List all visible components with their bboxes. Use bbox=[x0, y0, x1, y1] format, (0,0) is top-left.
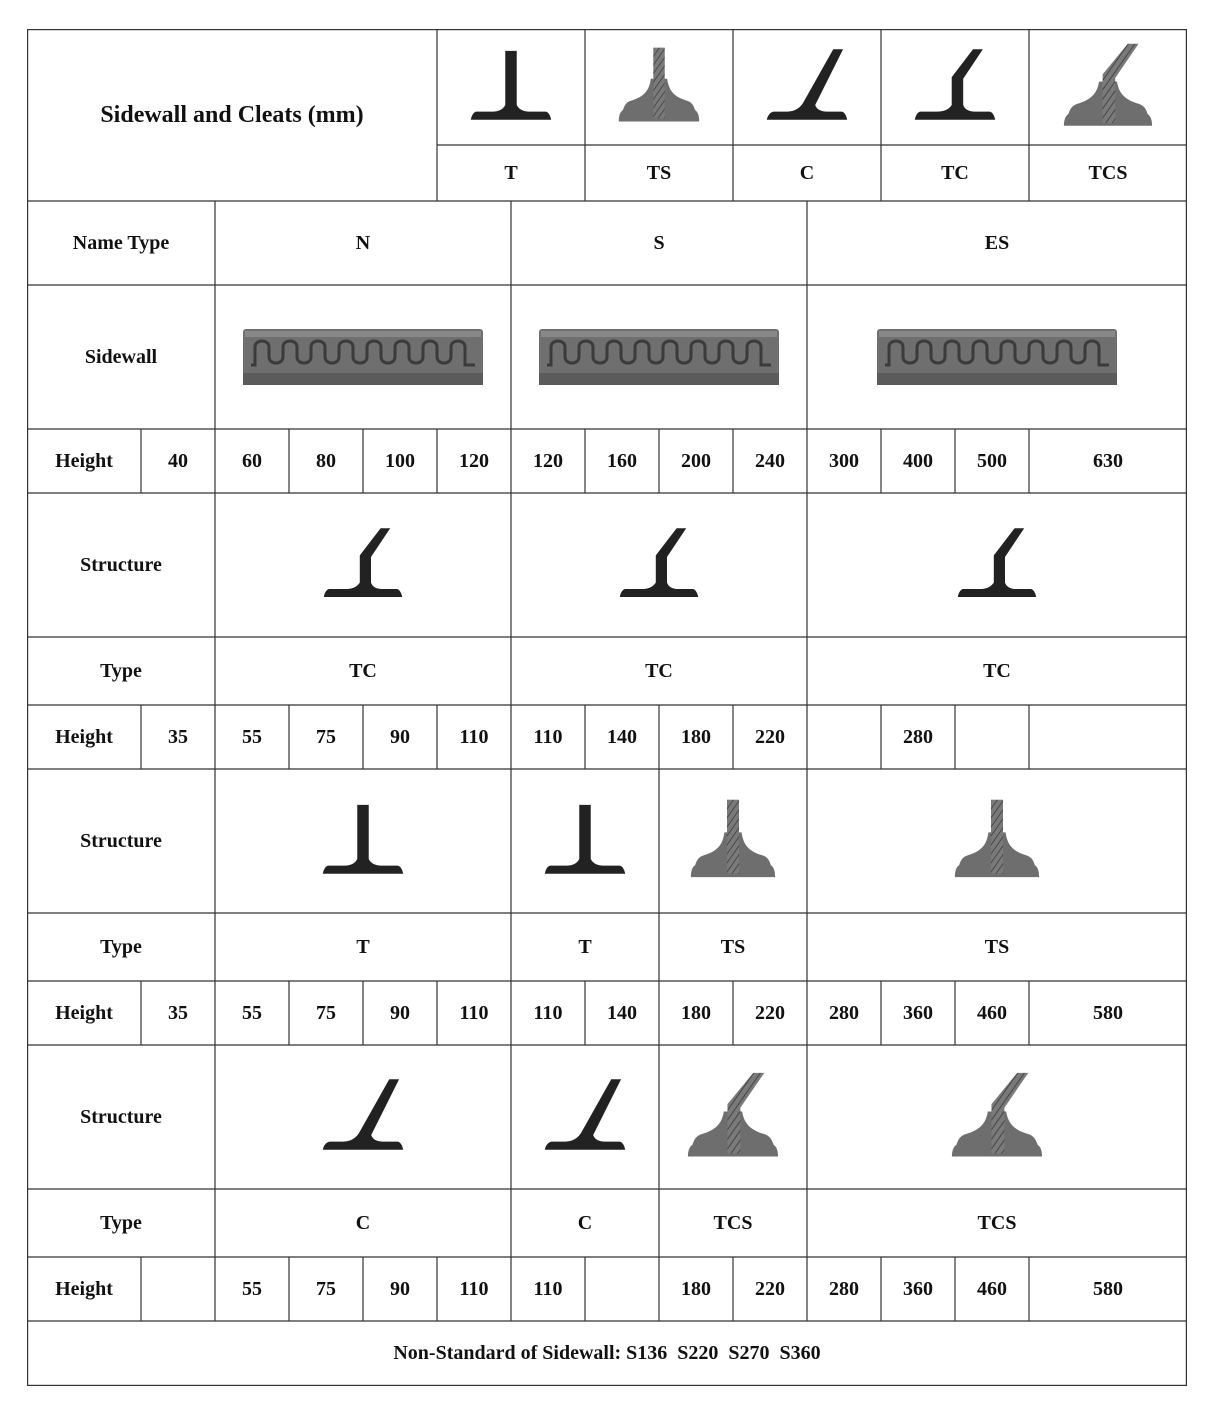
height-value: 110 bbox=[459, 1001, 489, 1024]
height-value: 360 bbox=[903, 1277, 933, 1300]
height-value: 55 bbox=[242, 725, 262, 748]
height-value: 200 bbox=[681, 449, 711, 472]
height-value: 75 bbox=[316, 1277, 336, 1300]
row-label-name-type: Name Type bbox=[72, 231, 170, 254]
height-value: 100 bbox=[385, 449, 415, 472]
height-value: 75 bbox=[316, 1001, 336, 1024]
height-value: 580 bbox=[1093, 1277, 1123, 1300]
height-value: 110 bbox=[533, 1001, 563, 1024]
height-value: 110 bbox=[533, 725, 563, 748]
cleat-tc-icon bbox=[511, 493, 807, 637]
sidewall-s-icon bbox=[511, 285, 807, 429]
header-type-label: C bbox=[799, 161, 815, 184]
type-value: TCS bbox=[713, 1211, 753, 1234]
height-value bbox=[955, 705, 1029, 769]
cleat-tcs-icon bbox=[807, 1045, 1187, 1189]
type-value: T bbox=[578, 935, 592, 958]
name-type-value: ES bbox=[984, 231, 1010, 254]
non-standard-sidewall-note: Non-Standard of Sidewall: S136 S220 S270 S360 bbox=[393, 1342, 821, 1364]
type-value: TS bbox=[720, 935, 746, 958]
height-value: 630 bbox=[1093, 449, 1123, 472]
type-value: C bbox=[355, 1211, 371, 1234]
height-value: 460 bbox=[977, 1277, 1007, 1300]
height-value: 280 bbox=[829, 1001, 859, 1024]
type-value: T bbox=[356, 935, 370, 958]
height-value: 220 bbox=[755, 1277, 785, 1300]
cleat-t-icon bbox=[215, 769, 511, 913]
height-value bbox=[807, 705, 881, 769]
cleat-t-icon bbox=[437, 29, 585, 145]
height-value: 90 bbox=[390, 1277, 410, 1300]
cleat-c-icon bbox=[733, 29, 881, 145]
type-value: TC bbox=[983, 659, 1011, 682]
row-label-height: Height bbox=[55, 449, 113, 472]
height-value: 280 bbox=[903, 725, 933, 748]
height-value: 90 bbox=[390, 1001, 410, 1024]
header-type-label: TCS bbox=[1088, 161, 1128, 184]
height-value: 55 bbox=[242, 1277, 262, 1300]
height-value: 220 bbox=[755, 725, 785, 748]
row-label-structure: Structure bbox=[80, 829, 162, 852]
height-value: 500 bbox=[977, 449, 1007, 472]
cleat-c-icon bbox=[511, 1045, 659, 1189]
cleat-tc-icon bbox=[881, 29, 1029, 145]
height-value: 280 bbox=[829, 1277, 859, 1300]
height-value: 80 bbox=[316, 449, 336, 472]
header-type-label: TC bbox=[941, 161, 969, 184]
height-value: 110 bbox=[459, 1277, 489, 1300]
height-value: 300 bbox=[829, 449, 859, 472]
height-value: 400 bbox=[903, 449, 933, 472]
row-label-type: Type bbox=[100, 659, 142, 682]
cleat-t-icon bbox=[511, 769, 659, 913]
height-value: 180 bbox=[681, 1001, 711, 1024]
row-label-type: Type bbox=[100, 935, 142, 958]
height-value: 360 bbox=[903, 1001, 933, 1024]
height-value bbox=[1029, 705, 1187, 769]
row-label-sidewall: Sidewall bbox=[84, 345, 158, 368]
height-value: 180 bbox=[681, 725, 711, 748]
height-value: 110 bbox=[533, 1277, 563, 1300]
sidewall-n-icon bbox=[215, 285, 511, 429]
table-title: Sidewall and Cleats (mm) bbox=[100, 101, 364, 128]
name-type-value: N bbox=[355, 231, 371, 254]
row-label-height: Height bbox=[55, 725, 113, 748]
type-value: TC bbox=[645, 659, 673, 682]
type-value: TS bbox=[984, 935, 1010, 958]
cleat-tc-icon bbox=[807, 493, 1187, 637]
sidewall-es-icon bbox=[807, 285, 1187, 429]
height-value: 60 bbox=[242, 449, 262, 472]
name-type-value: S bbox=[653, 231, 665, 254]
header-type-label: T bbox=[504, 161, 518, 184]
sidewall-cleats-spec-table bbox=[27, 29, 1187, 1386]
row-label-type: Type bbox=[100, 1211, 142, 1234]
cleat-tc-icon bbox=[215, 493, 511, 637]
cleat-tcs-icon bbox=[1029, 29, 1187, 145]
type-value: C bbox=[577, 1211, 593, 1234]
cleat-ts-icon bbox=[807, 769, 1187, 913]
height-value: 580 bbox=[1093, 1001, 1123, 1024]
cleat-ts-icon bbox=[659, 769, 807, 913]
row-label-structure: Structure bbox=[80, 1105, 162, 1128]
height-value: 90 bbox=[390, 725, 410, 748]
header-type-label: TS bbox=[646, 161, 672, 184]
height-value: 160 bbox=[607, 449, 637, 472]
cleat-tcs-icon bbox=[659, 1045, 807, 1189]
height-value bbox=[585, 1257, 659, 1321]
height-value: 35 bbox=[168, 725, 188, 748]
height-value: 220 bbox=[755, 1001, 785, 1024]
row-label-height: Height bbox=[55, 1001, 113, 1024]
height-value: 110 bbox=[459, 725, 489, 748]
height-value bbox=[141, 1257, 215, 1321]
type-value: TCS bbox=[977, 1211, 1017, 1234]
height-value: 140 bbox=[607, 1001, 637, 1024]
cleat-ts-icon bbox=[585, 29, 733, 145]
cleat-c-icon bbox=[215, 1045, 511, 1189]
height-value: 75 bbox=[316, 725, 336, 748]
height-value: 120 bbox=[533, 449, 563, 472]
row-label-height: Height bbox=[55, 1277, 113, 1300]
height-value: 120 bbox=[459, 449, 489, 472]
type-value: TC bbox=[349, 659, 377, 682]
height-value: 180 bbox=[681, 1277, 711, 1300]
height-value: 460 bbox=[977, 1001, 1007, 1024]
height-value: 55 bbox=[242, 1001, 262, 1024]
height-value: 240 bbox=[755, 449, 785, 472]
height-value: 40 bbox=[168, 449, 188, 472]
row-label-structure: Structure bbox=[80, 553, 162, 576]
height-value: 140 bbox=[607, 725, 637, 748]
height-value: 35 bbox=[168, 1001, 188, 1024]
